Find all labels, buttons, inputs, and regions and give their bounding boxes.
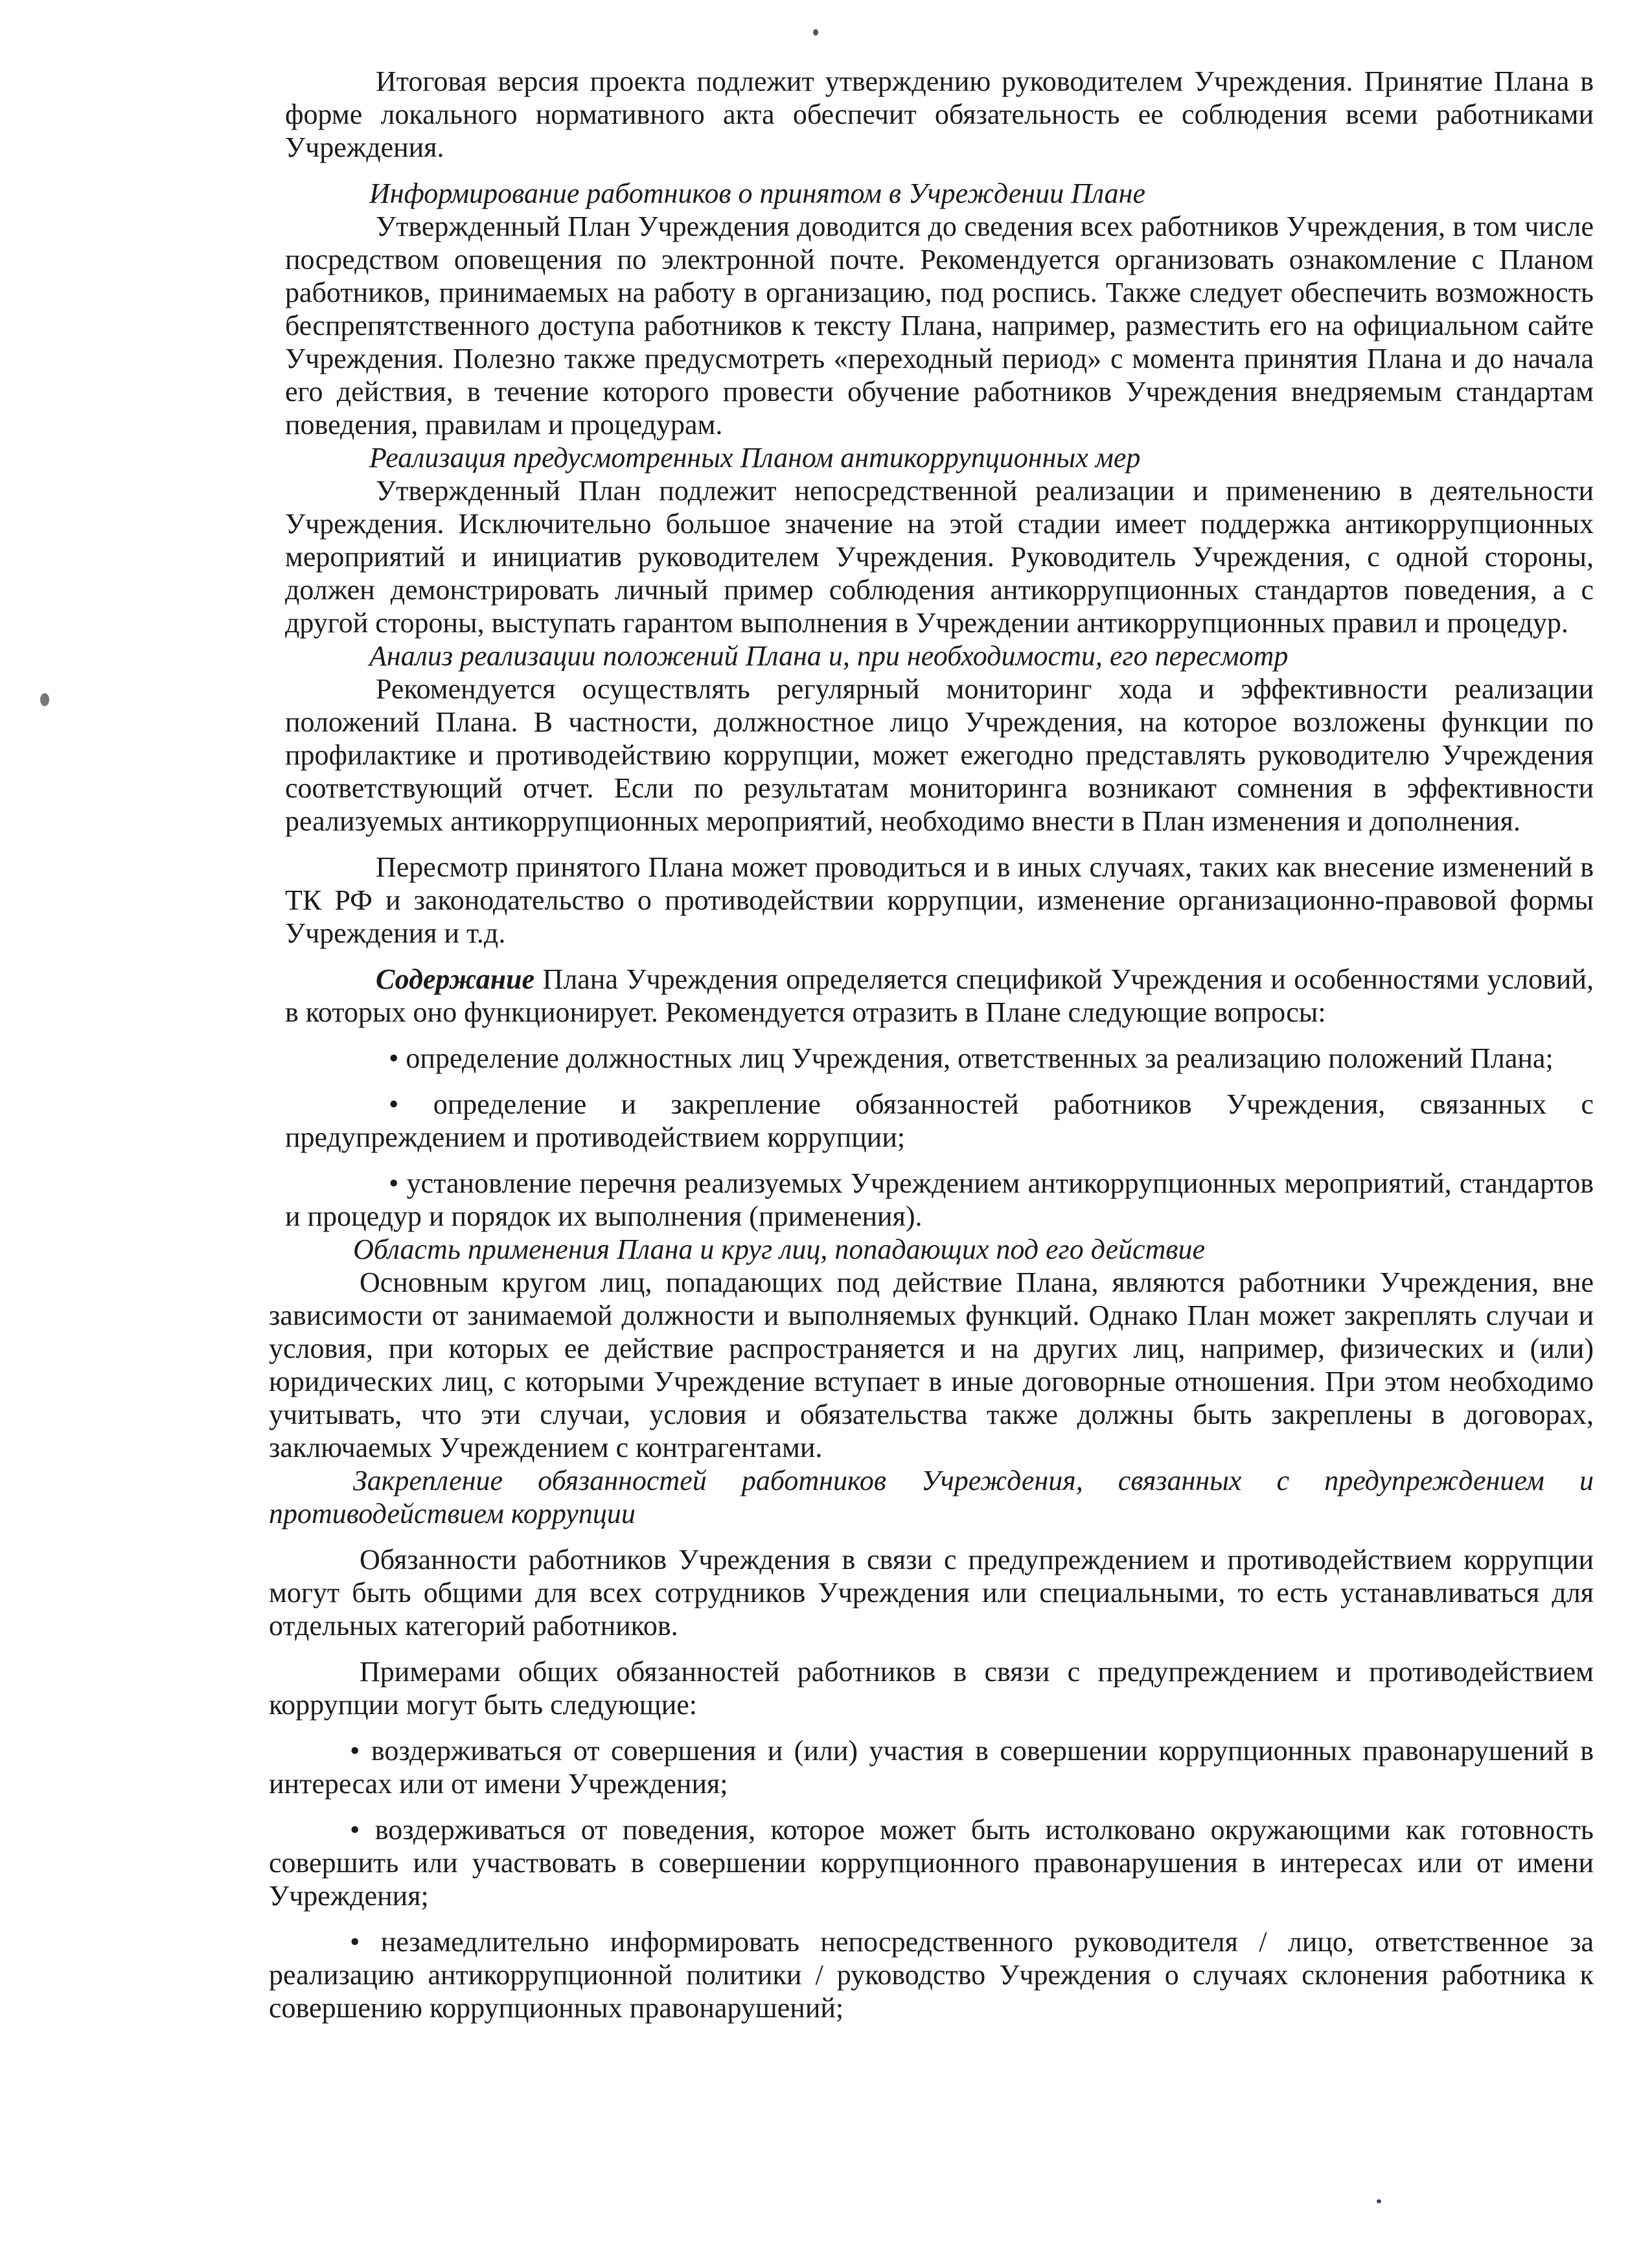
paragraph: Утвержденный План подлежит непосредственной реализации и применению в деятельности Учреждения. Исключительно большое значение на этой стадии имеет поддержка антикоррупционных мероприятий и инициатив руководителем Учреждения. Руководитель Учреждения, с одной стороны, должен демонстрировать личный пример соблюдения антикоррупционных стандартов поведения, а с другой стороны, выступать гарантом выполнения в Учреждении антикоррупционных правил и процедур. <box>285 475 1594 639</box>
bullet-item: • определение и закрепление обязанностей работников Учреждения, связанных с предупреждением и противодействием коррупции; <box>285 1088 1594 1153</box>
paragraph: Итоговая версия проекта подлежит утверждению руководителем Учреждения. Принятие Плана в форме локального нормативного акта обеспечит обязательность ее соблюдения всеми работниками Учреждения. <box>285 65 1594 163</box>
scan-speck <box>1377 2199 1381 2203</box>
scan-speck <box>813 29 818 36</box>
bullet-item: • воздерживаться от совершения и (или) участия в совершении коррупционных правонарушений в интересах или от имени Учреждения; <box>269 1735 1594 1800</box>
section-heading: Область применения Плана и круг лиц, попадающих под его действие <box>353 1233 1205 1265</box>
section-heading: Реализация предусмотренных Планом антикоррупционных мер <box>369 442 1141 474</box>
paragraph: Утвержденный План Учреждения доводится до сведения всех работников Учреждения, в том числе посредством оповещения по электронной почте. Рекомендуется организовать ознакомление с Планом работников, принимаемых на работу в организацию, под роспись. Также следует обеспечить возможность беспрепятственного доступа работников к тексту Плана, например, разместить его на официальном сайте Учреждения. Полезно также предусмотреть «переходный период» с момента принятия Плана и до начала его действия, в течение которого провести обучение работников Учреждения внедряемым стандартам поведения, правилам и процедурам. <box>285 211 1594 441</box>
scan-speck <box>40 693 49 706</box>
paragraph <box>285 963 1594 1029</box>
lower-section <box>269 1233 1594 2024</box>
section-heading: Анализ реализации положений Плана и, при необходимости, его пересмотр <box>369 640 1289 672</box>
paragraph: Основным кругом лиц, попадающих под действие Плана, являются работники Учреждения, вне зависимости от занимаемой должности и выполняемых функций. Однако План может закреплять случаи и условия, при которых ее действие распространяется и на других лиц, например, физических и (или) юридических лиц, с которыми Учреждение вступает в иные договорные отношения. При этом необходимо учитывать, что эти случаи, условия и обязательства также должны быть закреплены в договорах, заключаемых Учреждением с контрагентами. <box>269 1266 1594 1463</box>
lead-term: Содержание <box>376 963 535 995</box>
paragraph: Обязанности работников Учреждения в связи с предупреждением и противодействием коррупции могут быть общими для всех сотрудников Учреждения или специальными, то есть устанавливаться для отдельных категорий работников. <box>269 1544 1594 1642</box>
bullet-item: • определение должностных лиц Учреждения, ответственных за реализацию положений Плана; <box>389 1042 1554 1074</box>
bullet-item: • воздерживаться от поведения, которое может быть истолковано окружающими как готовность совершить или участвовать в совершении коррупционного правонарушения в интересах или от имени Учреждения; <box>269 1814 1594 1912</box>
paragraph: Пересмотр принятого Плана может проводиться и в иных случаях, таких как внесение изменений в ТК РФ и законодательство о противодействии коррупции, изменение организационно-правовой формы Учреждения и т.д. <box>285 851 1594 949</box>
paragraph: Рекомендуется осуществлять регулярный мониторинг хода и эффективности реализации положений Плана. В частности, должностное лицо Учреждения, на которое возложены функции по профилактике и противодействию коррупции, может ежегодно представлять руководителю Учреждения соответствующий отчет. Если по результатам мониторинга возникают сомнения в эффективности реализуемых антикоррупционных мероприятий, необходимо внести в План изменения и дополнения. <box>285 673 1594 837</box>
bullet-item: • установление перечня реализуемых Учреждением антикоррупционных мероприятий, стандартов и процедур и порядок их выполнения (применения). <box>285 1167 1594 1232</box>
paragraph-text: Плана Учреждения определяется спецификой Учреждения и особенностями условий, в которых оно функционирует. Рекомендуется отразить в Плане следующие вопросы: <box>285 963 1594 1028</box>
paragraph: Примерами общих обязанностей работников в связи с предупреждением и противодействием коррупции могут быть следующие: <box>269 1656 1594 1721</box>
bullet-item: • незамедлительно информировать непосредственного руководителя / лицо, ответственное за реализацию антикоррупционной политики / руководство Учреждения о случаях склонения работника к совершению коррупционных правонарушений; <box>269 1926 1594 2024</box>
section-heading: Информирование работников о принятом в Учреждении Плане <box>369 178 1145 209</box>
section-heading: Закрепление обязанностей работников Учреждения, связанных с предупреждением и противодействием коррупции <box>269 1465 1594 1529</box>
document-page <box>269 65 1594 2024</box>
